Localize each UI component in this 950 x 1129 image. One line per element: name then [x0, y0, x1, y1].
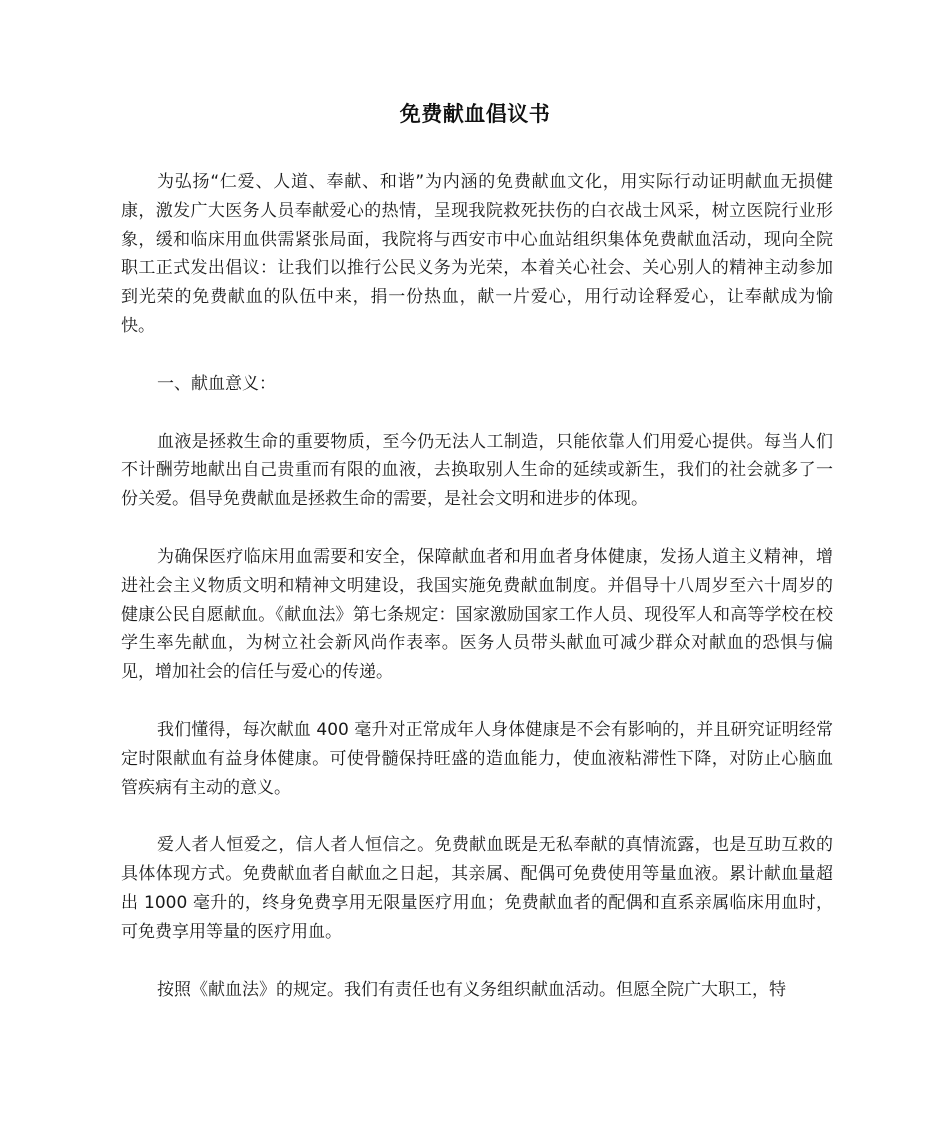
paragraph-blood-importance: 血液是拯救生命的重要物质，至今仍无法人工制造，只能依靠人们用爱心提供。每当人们不计酬劳地献出自己贵重而有限的血液，去换取别人生命的延续或新生，我们的社会就多了一份关爱。倡导免费献血是拯救生命的需要，是社会文明和进步的体现。	[121, 431, 833, 510]
paragraph-call-to-action: 按照《献血法》的规定。我们有责任也有义务组织献血活动。但愿全院广大职工，特	[157, 979, 786, 1000]
paragraph-blood-law: 为确保医疗临床用血需要和安全，保障献血者和用血者身体健康，发扬人道主义精神，增进社会主义物质文明和精神文明建设，我国实施免费献血制度。并倡导十八周岁至六十周岁的健康公民自愿献血。《献血法》第七条规定：国家激励国家工作人员、现役军人和高等学校在校学生率先献血，为树立社会新风尚作表率。医务人员带头献血可减少群众对献血的恐惧与偏见，增加社会的信任与爱心的传递。	[121, 546, 833, 683]
paragraph-mutual-aid: 爱人者人恒爱之，信人者人恒信之。免费献血既是无私奉献的真情流露，也是互助互救的具体体现方式。免费献血者自献血之日起，其亲属、配偶可免费使用等量血液。累计献血量超出 1000 毫升的，终身免费享用无限量医疗用血；免费献血者的配偶和直系亲属临床用血时，可免费享用等量的医疗用血。	[121, 835, 833, 942]
paragraph-health-benefits: 我们懂得，每次献血 400 毫升对正常成年人身体健康是不会有影响的，并且研究证明经常定时限献血有益身体健康。可使骨髓保持旺盛的造血能力，使血液粘滞性下降，对防止心脑血管疾病有主动的意义。	[121, 719, 833, 798]
paragraph-intro: 为弘扬“仁爱、人道、奉献、和谐”为内涵的免费献血文化，用实际行动证明献血无损健康，激发广大医务人员奉献爱心的热情，呈现我院救死扶伤的白衣战士风采，树立医院行业形象，缓和临床用血供需紧张局面，我院将与西安市中心血站组织集体免费献血活动，现向全院职工正式发出倡议：让我们以推行公民义务为光荣，本着关心社会、关心别人的精神主动参加到光荣的免费献血的队伍中来，捐一份热血，献一片爱心，用行动诠释爱心，让奉献成为愉快。	[121, 172, 833, 336]
document-body	[121, 168, 833, 1033]
section-heading-significance: 一、献血意义：	[157, 373, 276, 394]
document-title: 免费献血倡议书	[399, 102, 551, 126]
